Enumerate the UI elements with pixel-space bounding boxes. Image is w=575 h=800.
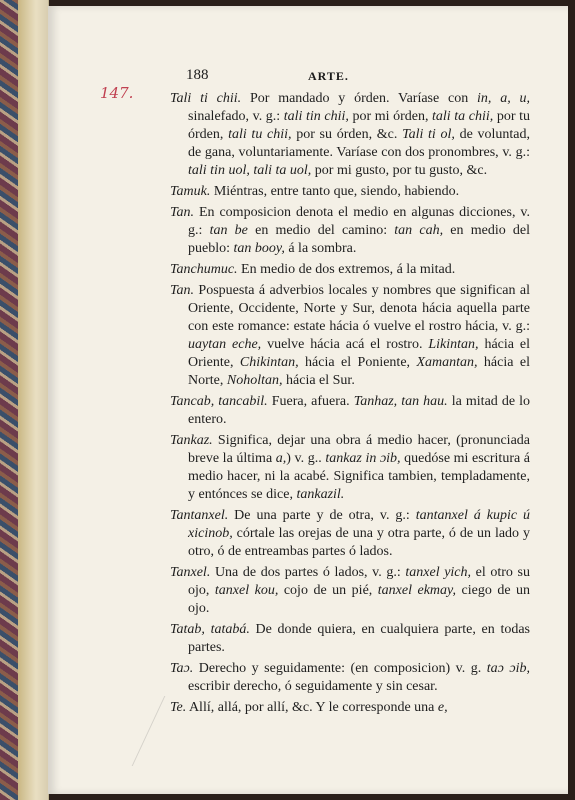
- running-head: ARTE.: [308, 69, 349, 83]
- entry-headword: Tatab, tatabá.: [170, 622, 250, 637]
- entry-headword: Tanchumuc.: [170, 262, 238, 277]
- entry-headword: Tan.: [170, 283, 195, 298]
- entry-headword: Tali ti chii.: [170, 91, 242, 106]
- dictionary-entry: [170, 507, 530, 561]
- faint-pencil-mark: [132, 696, 206, 766]
- dictionary-entry: [170, 204, 530, 258]
- handwritten-margin-note: 147.: [100, 84, 134, 102]
- dictionary-entries: [170, 90, 530, 720]
- dictionary-entry: [170, 393, 530, 429]
- entry-headword: Tancab, tancabil.: [170, 394, 268, 409]
- dictionary-entry: [170, 90, 530, 180]
- entry-headword: Tan.: [170, 205, 195, 220]
- dictionary-entry: [170, 282, 530, 390]
- entry-definition: En composicion denota el medio en algunas dicciones, v. g.: tan be en medio del camino: tan cah, en medio del pueblo: tan booy, á la sombra.: [188, 205, 531, 256]
- entry-definition: Significa, dejar una obra á medio hacer, (pronunciada breve la última a,) v. g.. tankaz in ɔib, quedóse mi escritura á medio hacer, ni la acabé. Significa tambien, templadamente, y entónces se dice, tankazil.: [188, 433, 531, 502]
- dictionary-entry: [170, 660, 530, 696]
- entry-headword: Te.: [170, 700, 187, 715]
- dictionary-entry: [170, 564, 530, 618]
- entry-headword: Taɔ.: [170, 661, 194, 676]
- entry-definition: Fuera, afuera. Tanhaz, tan hau. la mitad de lo entero.: [188, 394, 531, 427]
- dictionary-entry: [170, 621, 530, 657]
- book-page: [48, 6, 568, 794]
- entry-headword: Tankaz.: [170, 433, 213, 448]
- entry-definition: Una de dos partes ó lados, v. g.: tanxel yich, el otro su ojo, tanxel kou, cojo de un pié, tanxel ekmay, ciego de un ojo.: [188, 565, 531, 616]
- entry-definition: Miéntras, entre tanto que, siendo, habiendo.: [210, 184, 460, 199]
- page-header: [178, 61, 575, 87]
- book-gutter: [18, 0, 49, 800]
- entry-headword: Tantanxel.: [170, 508, 229, 523]
- page-number: 188: [186, 67, 209, 83]
- entry-definition: En medio de dos extremos, á la mitad.: [237, 262, 456, 277]
- entry-definition: Allí, allá, por allí, &c. Y le corresponde una e,: [186, 700, 448, 715]
- entry-definition: Por mandado y órden. Varíase con in, a, u, sinalefado, v. g.: tali tin chii, por mi órden, tali ta chii, por tu órden, tali tu chii, por su órden, &c. Tali ti ol, de voluntad, de gana, voluntariamente. Varíase con dos pronombres, v. g.: tali tin uol, tali ta uol, por mi gusto, por tu gusto, &c.: [188, 91, 531, 178]
- entry-definition: De donde quiera, en cualquiera parte, en todas partes.: [188, 622, 530, 655]
- entry-definition: Derecho y seguidamente: (en composicion) v. g. taɔ ɔib, escribir derecho, ó seguidamente y sin cesar.: [188, 661, 531, 694]
- dictionary-entry: [170, 699, 530, 717]
- entry-definition: De una parte y de otra, v. g.: tantanxel á kupic ú xicinob, córtale las orejas de una y otra parte, ó de un lado y otro, ó de entreambas partes ó lados.: [188, 508, 530, 559]
- entry-headword: Tamuk.: [170, 184, 211, 199]
- entry-headword: Tanxel.: [170, 565, 211, 580]
- entry-definition: Pospuesta á adverbios locales y nombres que significan al Oriente, Occidente, Norte y Sur, denota hácia aquella parte con este romance: estate hácia ó vuelve el rostro hácia, v. g.: uaytan eche, vuelve hácia acá el rostro. Likintan, hácia el Oriente, Chikintan, hácia el Poniente, Xamantan, hácia el Norte, Noholtan, hácia el Sur.: [188, 283, 530, 388]
- dictionary-entry: [170, 432, 530, 504]
- dictionary-entry: [170, 261, 530, 279]
- dictionary-entry: [170, 183, 530, 201]
